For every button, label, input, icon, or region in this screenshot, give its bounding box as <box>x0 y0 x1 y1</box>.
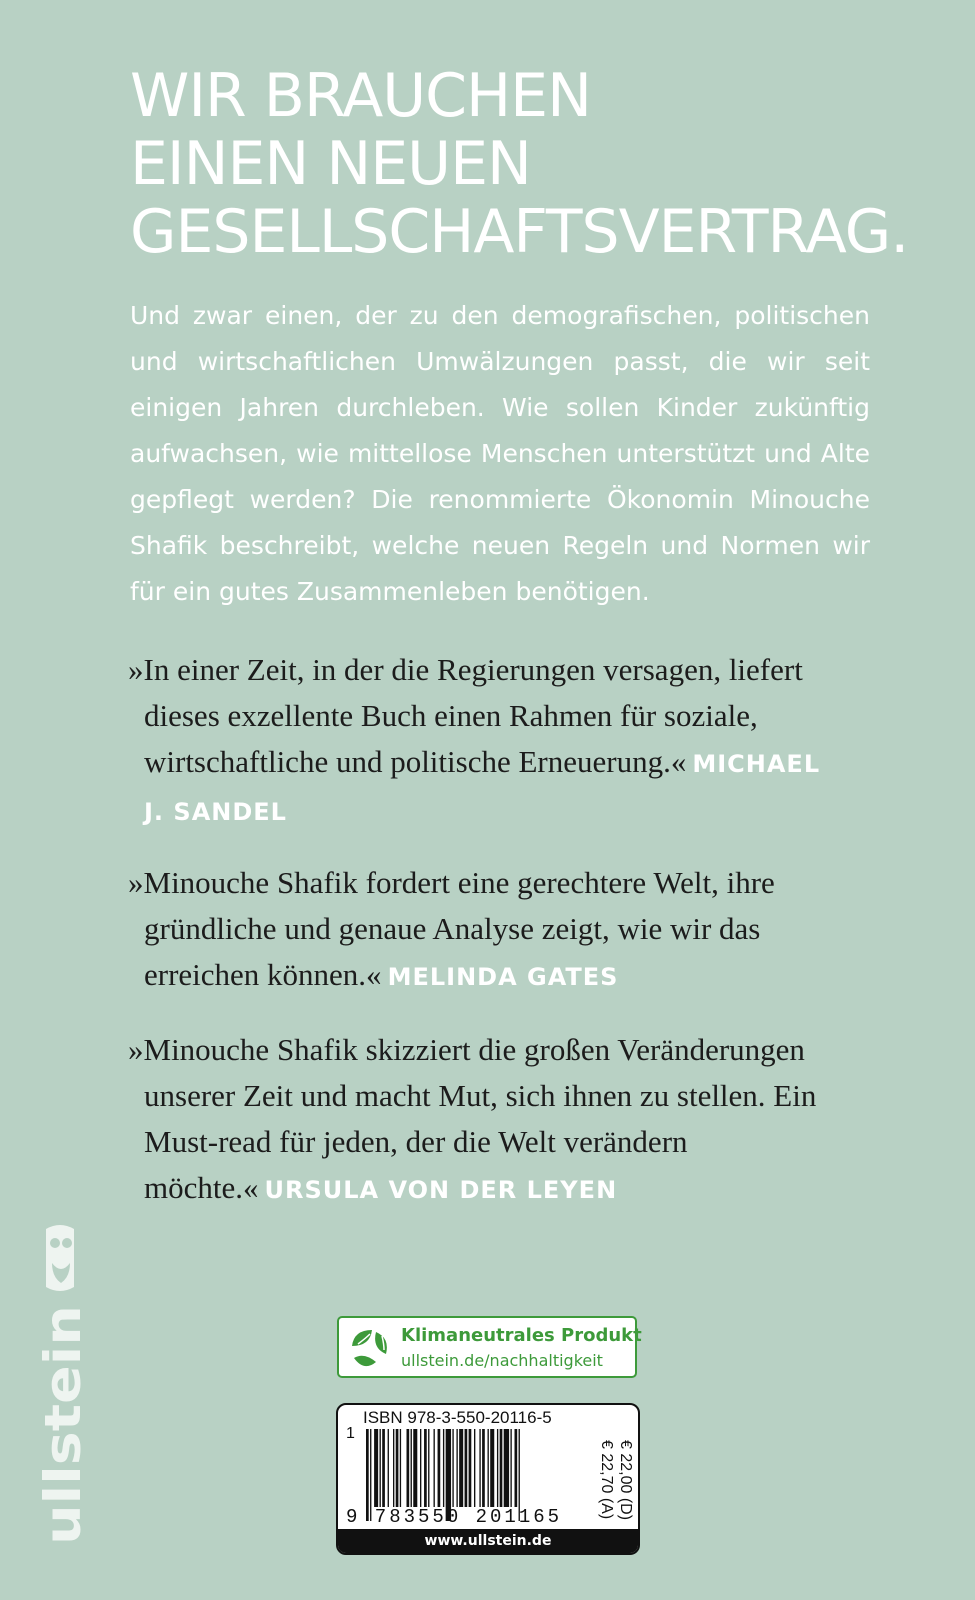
quote-text: »Minouche Shafik fordert eine gerechtere Welt, ihre gründliche und genaue Analyse zeigt, wie wir das erreichen können.« <box>128 865 775 992</box>
publisher-logo <box>0 1223 120 1553</box>
barcode-bar <box>413 1429 417 1507</box>
barcode-bar <box>388 1429 389 1507</box>
owl-logo-icon <box>46 1225 74 1291</box>
isbn-text: ISBN 978-3-550-20116-5 <box>363 1408 552 1427</box>
climate-badge-title: Klimaneutrales Produkt <box>401 1325 642 1346</box>
price-germany: € 22,00 (D) <box>617 1440 634 1521</box>
barcode-bar <box>482 1429 485 1507</box>
barcode-bar <box>490 1429 494 1507</box>
barcode-bar <box>456 1429 457 1507</box>
barcode-bar <box>500 1429 503 1507</box>
barcode-bar <box>469 1429 472 1507</box>
barcode-bar <box>400 1429 401 1507</box>
quote-1 <box>128 647 844 835</box>
barcode-bar <box>479 1429 480 1507</box>
climate-neutral-badge <box>337 1316 642 1378</box>
barcode-bar <box>443 1429 444 1507</box>
barcode-bar <box>420 1429 421 1507</box>
headline-line-3: GESELLSCHAFTSVERTRAG. <box>130 197 909 267</box>
barcode-bar <box>374 1429 378 1507</box>
barcode-bar <box>488 1429 489 1507</box>
barcode-bar <box>474 1429 475 1507</box>
barcode-bar <box>465 1429 468 1507</box>
barcode-bar <box>380 1429 381 1507</box>
quote-2 <box>128 860 844 1000</box>
barcode-bar <box>424 1429 427 1507</box>
quote-text: »In einer Zeit, in der die Regierungen versagen, liefert dieses exzellente Buch einen Rahmen für soziale, wirtschaftliche und politische Erneuerung.« <box>128 652 803 779</box>
headline-line-1: WIR BRAUCHEN <box>130 61 591 131</box>
leaves-icon <box>346 1324 396 1372</box>
barcode-bar <box>428 1429 429 1507</box>
barcode-bar <box>504 1429 509 1507</box>
blurb-text: Und zwar einen, der zu den demografischen, politischen und wirtschaftlichen Umwälzungen passt, die wir seit einigen Jahren durchleben. Wie sollen Kinder zukünftig aufwachsen, wie mittellose Menschen unterstützt und Alte gepflegt werden? Die renommierte Ökonomin Minouche Shafik beschreibt, welche neuen Regeln und Normen wir für ein gutes Zusammenleben benötigen. <box>130 301 870 606</box>
barcode-bar <box>510 1429 511 1507</box>
climate-badge-url: ullstein.de/nachhaltigkeit <box>401 1351 603 1370</box>
quote-3 <box>128 1027 844 1213</box>
barcode-bar <box>411 1429 412 1507</box>
barcode-bar <box>497 1429 498 1507</box>
price-austria: € 22,70 (A) <box>598 1440 615 1520</box>
barcode-bar <box>459 1429 463 1507</box>
barcode-bar <box>382 1429 385 1507</box>
publisher-logo-text: ullstein <box>34 1334 92 1545</box>
barcode-lead-digit: 1 <box>346 1425 355 1442</box>
price-block <box>597 1440 635 1540</box>
barcode-bar <box>396 1429 399 1507</box>
quote-author: MELINDA GATES <box>387 963 619 991</box>
publisher-website: www.ullstein.de <box>338 1529 638 1553</box>
quote-author: URSULA VON DER LEYEN <box>264 1176 618 1204</box>
quote-author: MICHAEL J. SANDEL <box>144 750 821 826</box>
barcode-bar <box>452 1429 453 1507</box>
barcode-bar <box>393 1429 394 1507</box>
barcode-bar <box>434 1429 435 1507</box>
barcode-digits: 9 783550 201165 <box>346 1506 563 1528</box>
barcode-bar <box>407 1429 410 1507</box>
headline-line-2: EINEN NEUEN <box>130 129 531 199</box>
barcode-bar <box>515 1429 518 1507</box>
barcode-box <box>336 1403 640 1555</box>
headline <box>130 62 950 266</box>
barcode-bar <box>438 1429 441 1507</box>
quote-text: »Minouche Shafik skizziert die großen Veränderungen unserer Zeit und macht Mut, sich ihnen zu stellen. Ein Must-read für jeden, der die Welt verändern möchte.« <box>128 1032 817 1205</box>
